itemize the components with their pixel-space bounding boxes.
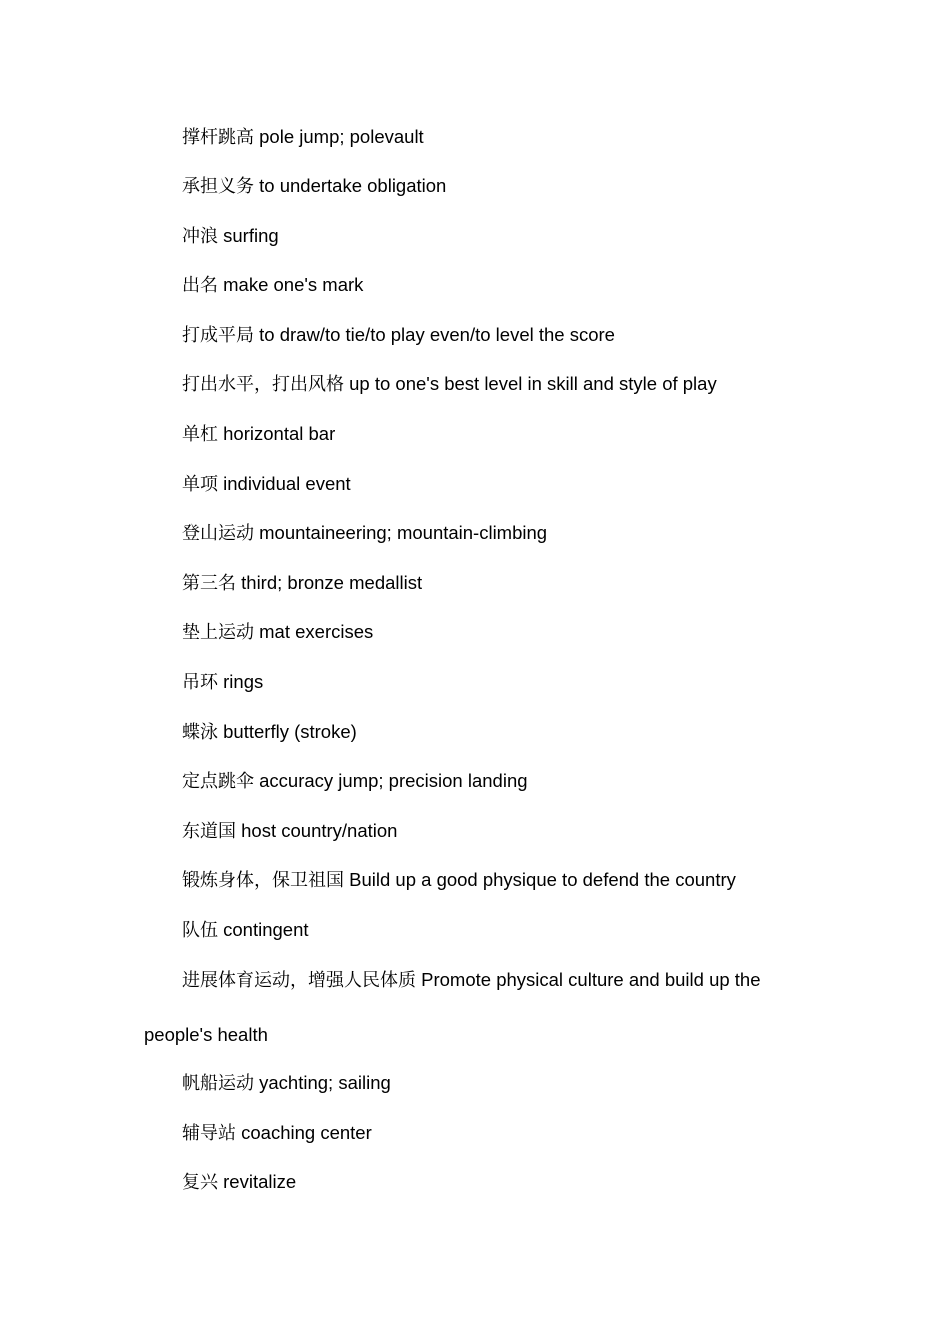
entry-english: rings	[223, 671, 264, 692]
entry-english: mat exercises	[259, 621, 374, 642]
entry-chinese: 复兴	[182, 1172, 218, 1193]
glossary-entry	[144, 159, 804, 214]
glossary-entry	[144, 953, 804, 1062]
entry-chinese: 第三名	[182, 573, 236, 594]
entry-english: revitalize	[223, 1171, 297, 1192]
entry-english: to undertake obligation	[259, 175, 447, 196]
entry-chinese: 东道国	[182, 821, 236, 842]
glossary-entry	[144, 804, 804, 859]
entry-chinese: 单杠	[182, 424, 218, 445]
entry-chinese: 垫上运动	[182, 622, 254, 643]
entry-chinese: 打出水平，打出风格	[182, 374, 344, 395]
entry-chinese: 队伍	[182, 920, 218, 941]
entry-english: up to one's best level in skill and style of play	[349, 373, 717, 394]
entry-english: yachting; sailing	[259, 1072, 391, 1093]
glossary-entry	[144, 1106, 804, 1161]
entry-english: Promote physical culture and build up the people's health	[144, 969, 761, 1045]
entry-chinese: 帆船运动	[182, 1073, 254, 1094]
entry-english: third; bronze medallist	[241, 572, 423, 593]
entry-english: horizontal bar	[223, 423, 336, 444]
glossary-entry	[144, 605, 804, 660]
entry-chinese: 锻炼身体，保卫祖国	[182, 870, 344, 891]
glossary-entry	[144, 110, 804, 165]
glossary-entry	[144, 457, 804, 512]
entry-english: accuracy jump; precision landing	[259, 770, 528, 791]
entry-chinese: 吊环	[182, 672, 218, 693]
entry-english: coaching center	[241, 1122, 372, 1143]
entry-chinese: 撑杆跳高	[182, 127, 254, 148]
glossary-entry	[144, 506, 804, 561]
entry-chinese: 冲浪	[182, 226, 218, 247]
entry-chinese: 出名	[182, 275, 218, 296]
glossary-entry	[144, 705, 804, 760]
glossary-entry	[144, 754, 804, 809]
entry-english: pole jump; polevault	[259, 126, 424, 147]
glossary-entry	[144, 903, 804, 958]
entry-english: mountaineering; mountain-climbing	[259, 522, 548, 543]
entry-english: host country/nation	[241, 820, 398, 841]
entry-english: surfing	[223, 225, 279, 246]
glossary-entry	[144, 655, 804, 710]
glossary-entry	[144, 407, 804, 462]
glossary-entry	[144, 556, 804, 611]
entry-chinese: 辅导站	[182, 1123, 236, 1144]
entry-chinese: 定点跳伞	[182, 771, 254, 792]
entry-chinese: 蝶泳	[182, 722, 218, 743]
entry-chinese: 打成平局	[182, 325, 254, 346]
entry-english: contingent	[223, 919, 309, 940]
entry-english: to draw/to tie/to play even/to level the score	[259, 324, 615, 345]
entry-chinese: 承担义务	[182, 176, 254, 197]
entry-chinese: 进展体育运动，增强人民体质	[182, 970, 416, 991]
glossary-entry	[144, 258, 804, 313]
glossary-entry	[144, 1056, 804, 1111]
glossary-entry	[144, 1155, 804, 1210]
entry-chinese: 登山运动	[182, 523, 254, 544]
glossary-entry	[144, 357, 804, 412]
entry-english: butterfly (stroke)	[223, 721, 357, 742]
glossary-entry	[144, 853, 804, 908]
entry-english: make one's mark	[223, 274, 364, 295]
entry-english: Build up a good physique to defend the country	[349, 869, 736, 890]
glossary-entry	[144, 209, 804, 264]
glossary-entry	[144, 308, 804, 363]
entry-chinese: 单项	[182, 474, 218, 495]
entry-english: individual event	[223, 473, 351, 494]
